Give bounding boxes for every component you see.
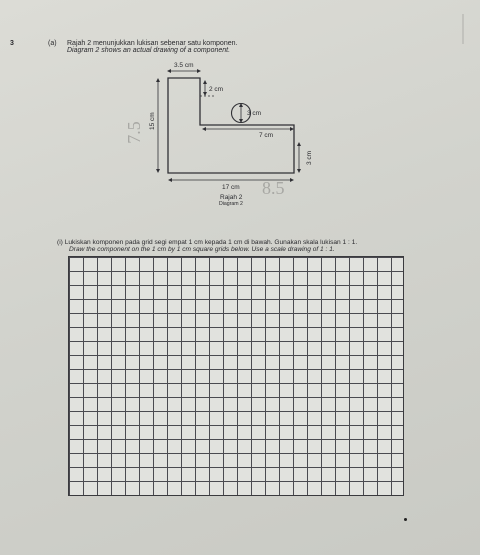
dim-top-label: 3.5 cm — [174, 62, 194, 69]
square-grid[interactable] — [68, 256, 404, 496]
dim-circle-label: 3 cm — [247, 110, 262, 117]
component-outline — [168, 78, 294, 173]
question-part-label: (a) — [48, 40, 57, 47]
dim-height-label: 15 cm — [149, 112, 156, 130]
dim-base-label: 17 cm — [222, 184, 240, 191]
question-text-malay: Rajah 2 menunjukkan lukisan sebenar satu komponen. — [67, 40, 238, 47]
question-number: 3 — [10, 40, 14, 47]
caption-english: Diagram 2 — [219, 201, 243, 207]
subquestion-label: (i) — [57, 239, 63, 246]
question-text-english: Diagram 2 shows an actual drawing of a component. — [67, 47, 231, 54]
ink-dot — [404, 518, 407, 521]
subquestion-text-malay — [57, 239, 357, 246]
component-diagram — [0, 0, 480, 230]
subquestion-malay: Lukiskan komponen pada grid segi empat 1 cm kepada 1 cm di bawah. Gunakan skala lukisan 1 : 1. — [64, 239, 358, 246]
dim-gap-label: 2 cm — [209, 86, 224, 93]
dim-base-height-label: 3 cm — [306, 150, 313, 165]
faint-mark-left: 7.5 — [123, 121, 144, 144]
dim-step-label: 7 cm — [259, 132, 274, 139]
caption-malay: Rajah 2 — [220, 194, 243, 201]
subquestion-text-english: Draw the component on the 1 cm by 1 cm square grids below. Use a scale drawing of 1 : 1. — [69, 246, 335, 253]
square-grid-area[interactable] — [68, 256, 404, 496]
faint-mark-right: 8.5 — [262, 178, 285, 198]
